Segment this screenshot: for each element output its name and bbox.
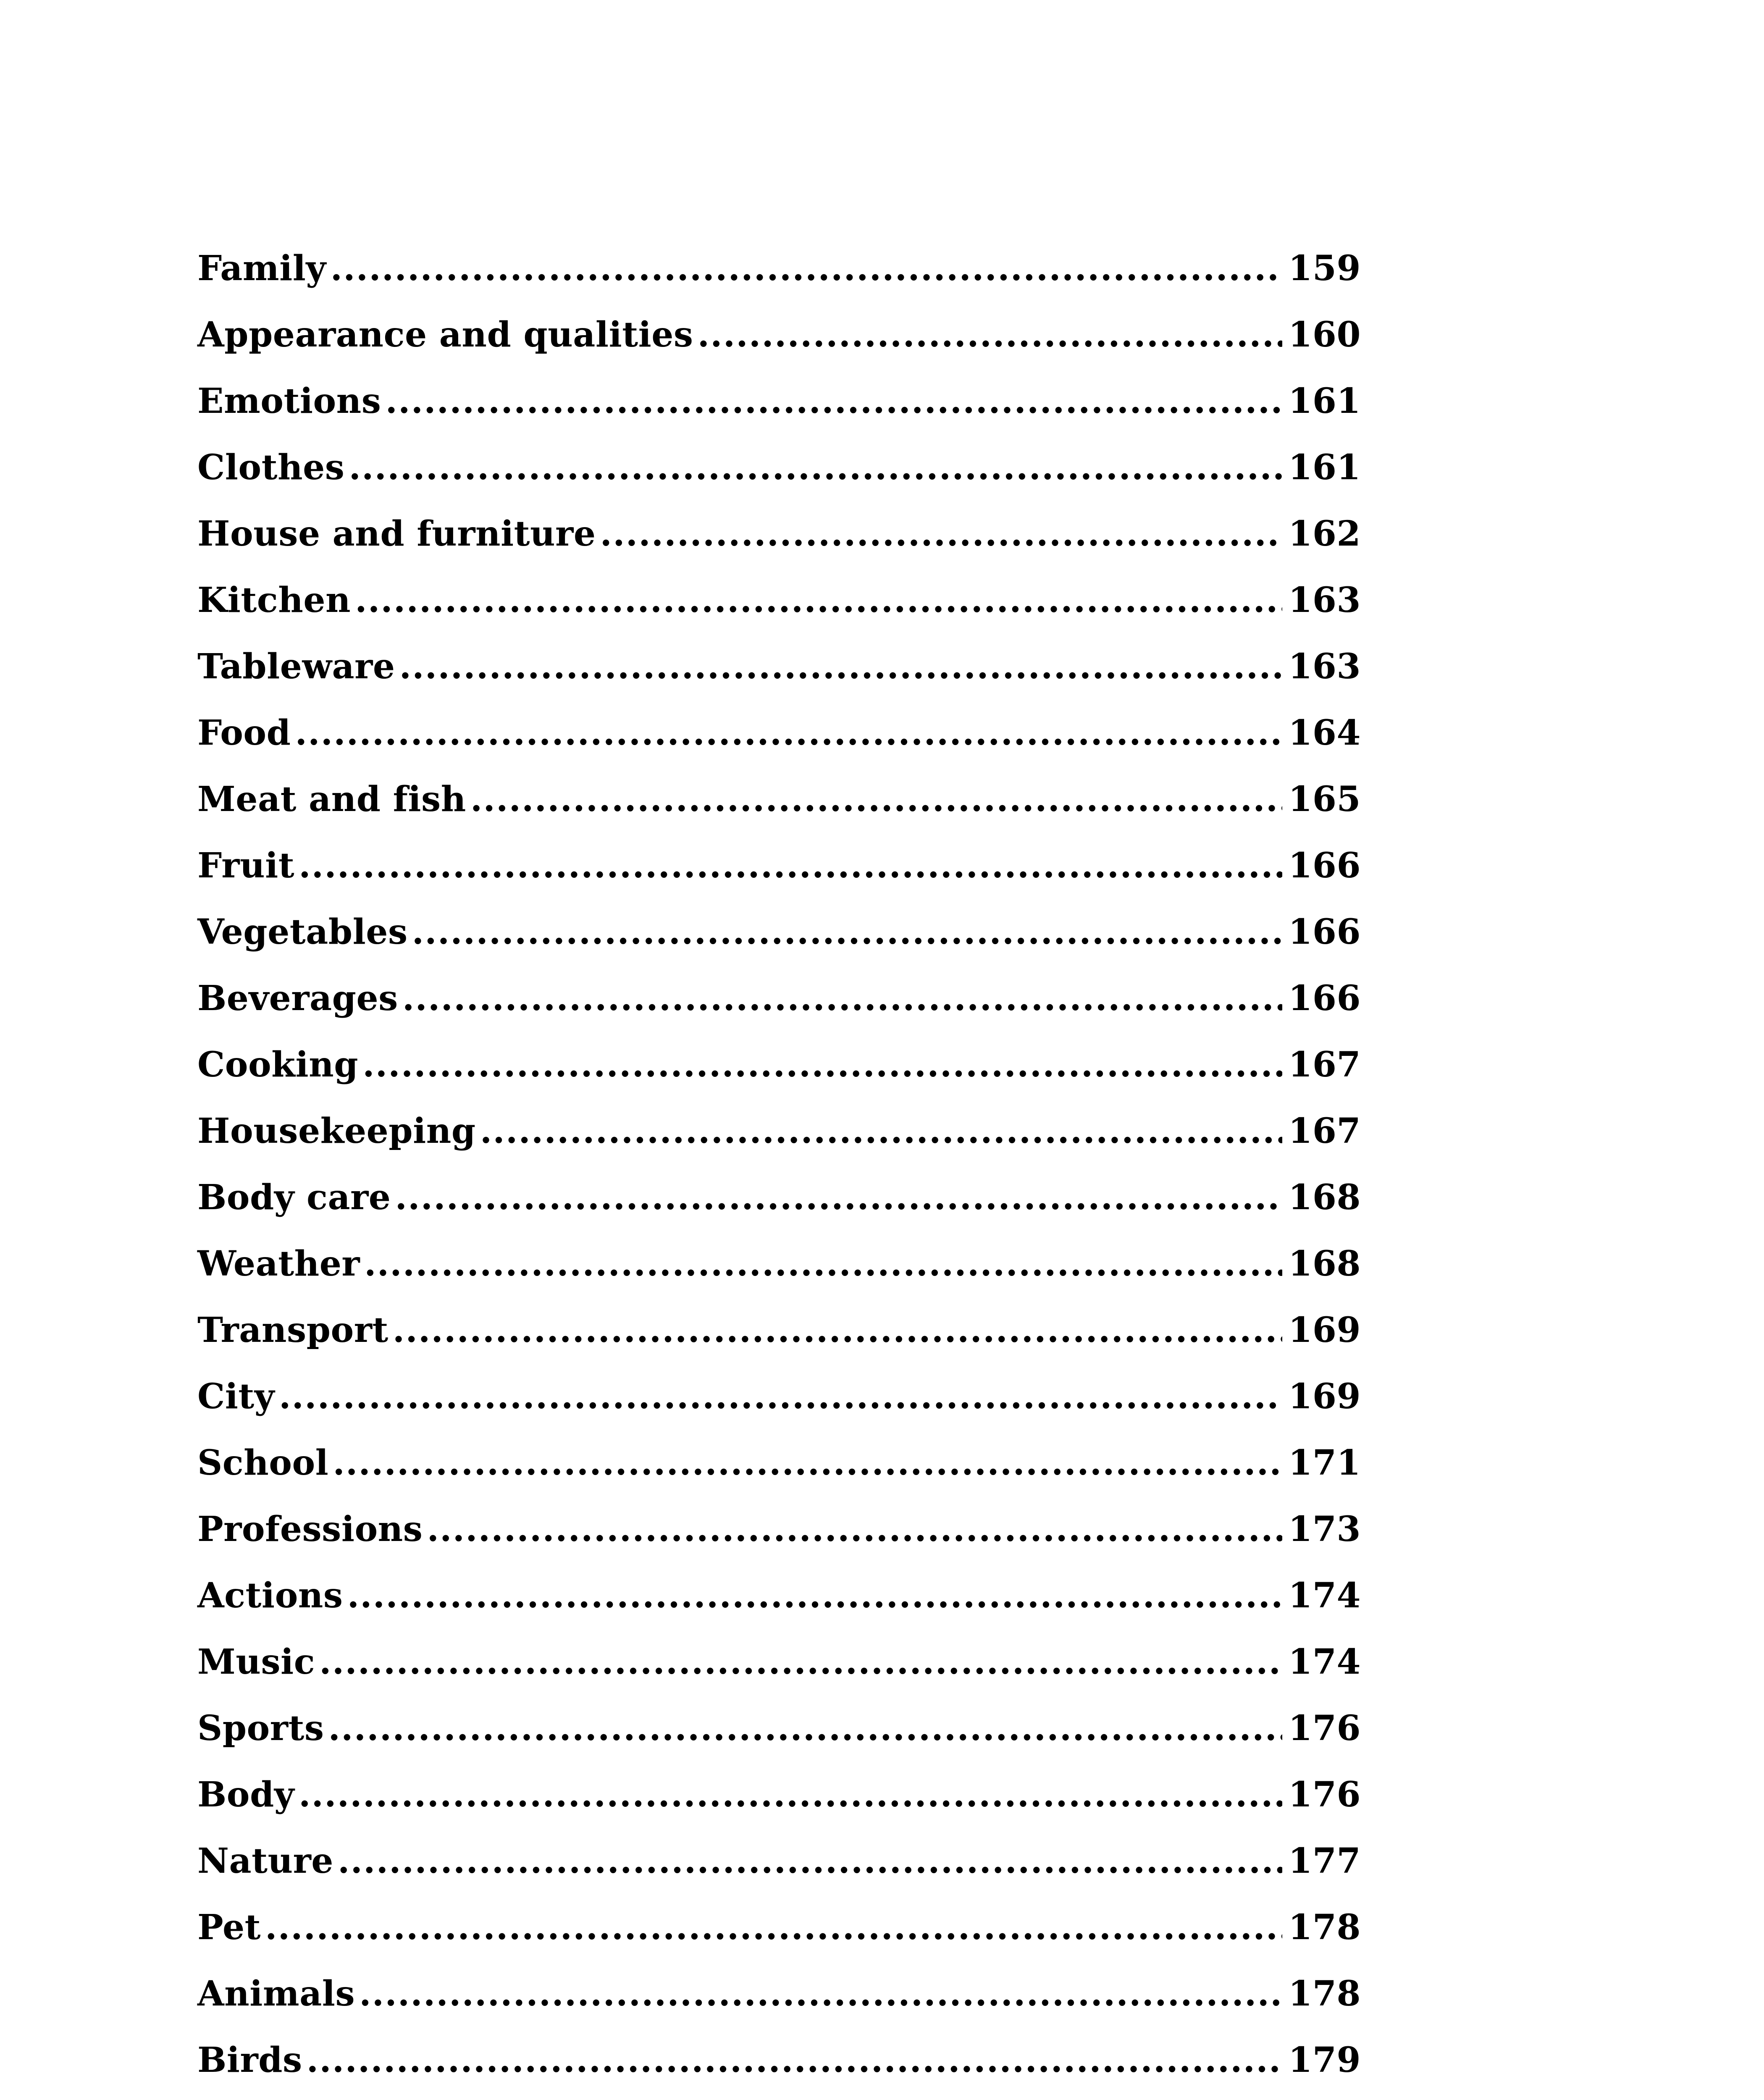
toc-entry-page [1282, 2093, 1361, 2100]
toc-entry-page: 169 [1288, 1376, 1361, 1417]
dot-leader [319, 1629, 1282, 1695]
toc-entry-title: Weather [197, 1244, 360, 1284]
toc-entry-title: Transport [197, 1310, 388, 1350]
dot-leader [331, 235, 1283, 302]
dot-leader [328, 1695, 1283, 1761]
toc-entry-title: Meat and fish [197, 779, 466, 819]
dot-leader [338, 1828, 1282, 1894]
toc-entry[interactable] [197, 1297, 1361, 1363]
toc-entry-page: 169 [1288, 1310, 1361, 1350]
dot-leader [399, 633, 1283, 700]
toc-entry[interactable] [197, 1961, 1361, 2027]
toc-entry-page: 164 [1288, 713, 1361, 753]
dot-leader [395, 1164, 1282, 1231]
toc-entry[interactable] [197, 766, 1361, 832]
toc-entry-title: Kitchen [197, 580, 351, 620]
toc-entry-page: 166 [1288, 845, 1361, 886]
toc-entry[interactable] [197, 434, 1361, 501]
toc-entry-title: Beverages [197, 978, 398, 1018]
toc-entry-title: Music [197, 1642, 315, 1682]
dot-leader [427, 1496, 1282, 1562]
toc-entry-page: 163 [1288, 646, 1361, 687]
dot-leader [295, 700, 1282, 766]
toc-entry-page: 160 [1288, 315, 1361, 355]
dot-leader [265, 1894, 1282, 1961]
toc-entry-title: Vegetables [197, 912, 408, 952]
toc-entry-page: 166 [1288, 978, 1361, 1018]
toc-entry-title: Body care [197, 1177, 391, 1218]
toc-entry[interactable] [197, 2027, 1361, 2093]
toc-entry[interactable] [197, 1363, 1361, 1430]
toc-entry-title: Emotions [197, 381, 381, 421]
toc-entry-title: Birds [197, 2040, 302, 2080]
toc-entry-page: 178 [1288, 1974, 1361, 2014]
toc-entry-title [197, 2093, 353, 2100]
toc-entry[interactable] [197, 567, 1361, 633]
dot-leader [402, 965, 1283, 1032]
toc-entry-title: Cooking [197, 1045, 359, 1085]
toc-entry[interactable] [197, 1562, 1361, 1629]
dot-leader [349, 434, 1282, 501]
toc-entry-page: 168 [1288, 1177, 1361, 1218]
toc-entry-title: Appearance and qualities [197, 315, 693, 355]
dot-leader [412, 899, 1283, 965]
toc-entry-page: 162 [1288, 514, 1361, 554]
dot-leader [307, 2027, 1283, 2093]
toc-entry-title: Food [197, 713, 291, 753]
dot-leader [393, 1297, 1283, 1363]
dot-leader [364, 1231, 1282, 1297]
toc-entry-title: Animals [197, 1974, 355, 2014]
toc-entry-title: Family [197, 248, 326, 289]
toc-entry[interactable] [197, 501, 1361, 567]
toc-entry-page: 159 [1288, 248, 1361, 289]
toc-entry-title: Professions [197, 1509, 423, 1549]
dot-leader [600, 501, 1283, 567]
toc-entry-title: Nature [197, 1841, 333, 1881]
toc-entry-page: 173 [1288, 1509, 1361, 1549]
toc-entry-page: 178 [1288, 1907, 1361, 1948]
dot-leader [299, 1761, 1282, 1828]
toc-entry[interactable] [197, 1430, 1361, 1496]
toc-entry-page: 171 [1288, 1443, 1361, 1483]
toc-entry-title: Pet [197, 1907, 261, 1948]
toc-entry[interactable] [197, 1828, 1361, 1894]
toc-entry[interactable] [197, 1164, 1361, 1231]
toc-entry[interactable] [197, 235, 1361, 302]
toc-entry[interactable] [197, 1894, 1361, 1961]
toc-entry-title: Sports [197, 1708, 324, 1748]
toc-entry[interactable] [197, 1231, 1361, 1297]
toc-entry[interactable] [197, 700, 1361, 766]
toc-entry-title: House and furniture [197, 514, 596, 554]
table-of-contents [197, 235, 1361, 2100]
toc-entry-page: 161 [1288, 381, 1361, 421]
dot-leader [347, 1562, 1283, 1629]
toc-entry[interactable] [197, 302, 1361, 368]
toc-entry[interactable] [197, 832, 1361, 899]
toc-entry[interactable] [197, 899, 1361, 965]
toc-entry-title: Fruit [197, 845, 295, 886]
toc-entry-title: Body [197, 1774, 294, 1815]
toc-entry[interactable] [197, 633, 1361, 700]
dot-leader [353, 2093, 1283, 2100]
toc-entry[interactable] [197, 1629, 1361, 1695]
toc-entry-page: 163 [1288, 580, 1361, 620]
toc-entry-page: 176 [1288, 1708, 1361, 1748]
dot-leader [480, 1098, 1283, 1164]
toc-entry-page: 168 [1288, 1244, 1361, 1284]
toc-entry-title: Actions [197, 1575, 343, 1616]
toc-entry[interactable] [197, 1496, 1361, 1562]
toc-entry[interactable] [197, 368, 1361, 434]
toc-entry-title: Housekeeping [197, 1111, 476, 1151]
toc-entry-page: 166 [1288, 912, 1361, 952]
dot-leader [362, 1032, 1282, 1098]
toc-entry-page: 167 [1288, 1045, 1361, 1085]
toc-entry-title: City [197, 1376, 275, 1417]
toc-entry[interactable] [197, 1098, 1361, 1164]
toc-entry[interactable] [197, 965, 1361, 1032]
dot-leader [333, 1430, 1282, 1496]
toc-entry-page: 177 [1288, 1841, 1361, 1881]
dot-leader [698, 302, 1283, 368]
toc-entry[interactable] [197, 1761, 1361, 1828]
toc-entry-title: School [197, 1443, 329, 1483]
toc-entry-page: 167 [1288, 1111, 1361, 1151]
toc-entry-title: Tableware [197, 646, 395, 687]
toc-entry-page: 174 [1288, 1642, 1361, 1682]
dot-leader [470, 766, 1282, 832]
toc-entry-page: 174 [1288, 1575, 1361, 1616]
dot-leader [385, 368, 1282, 434]
dot-leader [359, 1961, 1282, 2027]
toc-entry[interactable] [197, 2093, 1361, 2100]
toc-entry-page: 165 [1288, 779, 1361, 819]
toc-entry[interactable] [197, 1032, 1361, 1098]
toc-entry-page: 161 [1288, 447, 1361, 488]
dot-leader [279, 1363, 1282, 1430]
dot-leader [355, 567, 1282, 633]
dot-leader [299, 832, 1282, 899]
toc-entry-title: Clothes [197, 447, 345, 488]
toc-entry[interactable] [197, 1695, 1361, 1761]
toc-entry-page: 179 [1288, 2040, 1361, 2080]
toc-entry-page: 176 [1288, 1774, 1361, 1815]
